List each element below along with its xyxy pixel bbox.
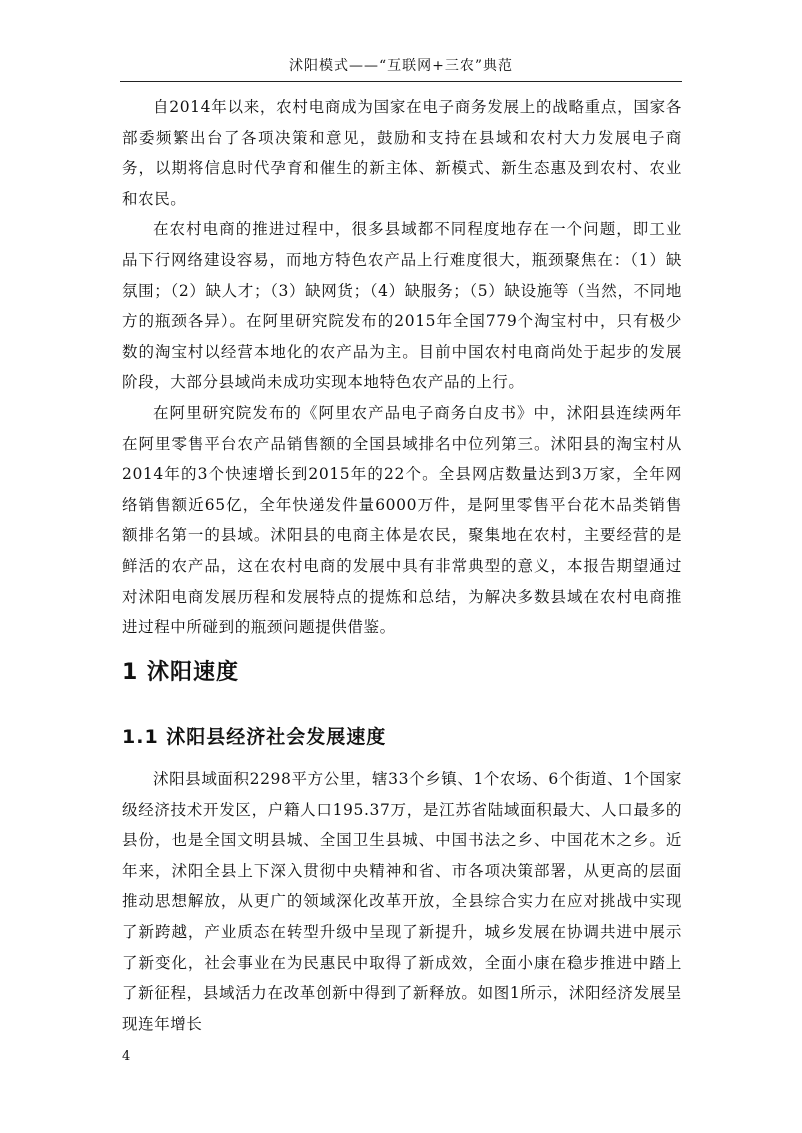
running-header: 沭阳模式——“互联网+三农”典范 xyxy=(288,58,514,74)
section-1-1-body xyxy=(122,764,682,1039)
intro-paragraph-3: 在阿里研究院发布的《阿里农产品电子商务白皮书》中，沭阳县连续两年在阿里零售平台农产品销售额的全国县域排名中位列第三。沭阳县的淘宝村从2014年的3个快速增长到2015年的22个。全县网店数量达到3万家，全年网络销售额近65亿，全年快递发件量6000万件，是阿里零售平台花木品类销售额排名第一的县域。沭阳县的电商主体是农民，聚集地在农村，主要经营的是鲜活的农产品，这在农村电商的发展中具有非常典型的意义，本报告期望通过对沭阳电商发展历程和发展特点的提炼和总结，为解决多数县域在农村电商推进过程中所碰到的瓶颈问题提供借鉴。 xyxy=(122,403,682,637)
section-1-1-paragraph: 沭阳县域面积2298平方公里，辖33个乡镇、1个农场、6个街道、1个国家级经济技术开发区，户籍人口195.37万，是江苏省陆域面积最大、人口最多的县份，也是全国文明县城、全国卫生县城、中国书法之乡、中国花木之乡。近年来，沭阳全县上下深入贯彻中央精神和省、市各项决策部署，从更高的层面推动思想解放，从更广的领域深化改革开放，全县综合实力在应对挑战中实现了新跨越，产业质态在转型升级中呈现了新提升，城乡发展在协调共进中展示了新变化，社会事业在为民惠民中取得了新成效，全面小康在稳步推进中踏上了新征程，县域活力在改革创新中得到了新释放。如图1所示，沭阳经济发展呈现连年增长 xyxy=(122,770,682,1033)
intro-paragraph-1: 自2014年以来，农村电商成为国家在电子商务发展上的战略重点，国家各部委频繁出台了各项决策和意见，鼓励和支持在县域和农村大力发展电子商务，以期将信息时代孕育和催生的新主体、新模式、新生态惠及到农村、农业和农民。 xyxy=(122,98,682,208)
header-rule xyxy=(120,81,682,82)
intro-section xyxy=(122,92,682,643)
section-heading-1-1: 1.1 沭阳县经济社会发展速度 xyxy=(122,726,387,748)
section-heading-1: 1 沭阳速度 xyxy=(122,660,239,685)
intro-paragraph-2: 在农村电商的推进过程中，很多县域都不同程度地存在一个问题，即工业品下行网络建设容易，而地方特色农产品上行难度很大，瓶颈聚焦在：（1）缺氛围；（2）缺人才；（3）缺网货；（4）缺服务；（5）缺设施等（当然，不同地方的瓶颈各异）。在阿里研究院发布的2015年全国779个淘宝村中，只有极少数的淘宝村以经营本地化的农产品为主。目前中国农村电商尚处于起步的发展阶段，大部分县域尚未成功实现本地特色农产品的上行。 xyxy=(122,220,682,392)
page-number: 4 xyxy=(122,1049,131,1064)
